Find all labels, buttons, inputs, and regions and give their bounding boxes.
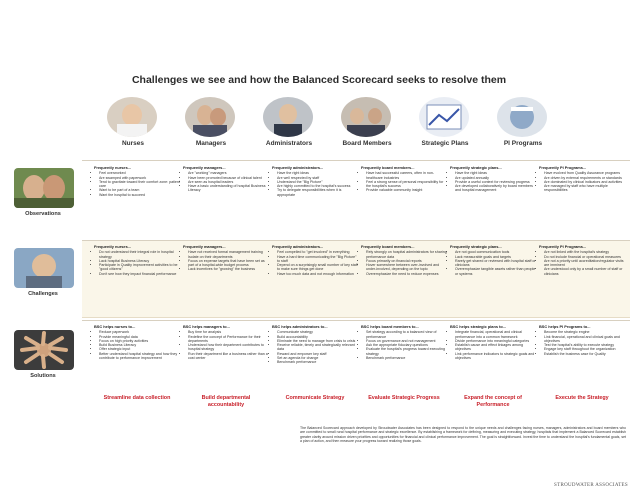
column-heading-administrators: Administrators [265,140,313,147]
list-item: • Divide performance into meaningful categories [455,339,536,343]
cell-heading: BSC helps strategic plans to... [450,324,506,329]
list-item: • Evaluate the hospital's progress toward executing strategy [366,347,447,356]
cell-heading: Frequently board members... [361,165,415,170]
cell-heading: BSC helps board members to... [361,324,419,329]
challenge-cell-managers [183,245,269,272]
list-item: • Establish the business case for Quality [544,352,625,356]
list-item: • Overemphasize the need to reduce expenses [366,272,447,276]
list-item: • Participate in Quality improvement activities to be "good citizens" [99,263,180,272]
list-item: • Have had successful careers, often in non-healthcare industries [366,171,447,180]
list-item: • Isolate on their departments [188,255,269,259]
column-heading-board-members: Board Members [342,140,392,147]
list-item: • Benchmark performance [366,356,447,360]
challenges-photo [14,248,74,288]
list-item: • Provide valuable community insight [366,188,447,192]
cell-heading: Frequently PI Programs... [539,165,587,170]
list-item: • Are swamped with paperwork [99,176,180,180]
observation-cell-managers [183,166,269,193]
cell-heading: Frequently strategic plans... [450,165,502,170]
cell-heading: BSC helps nurses to... [94,324,136,329]
list-item: • Overemphasize tangible assets rather than people or systems [455,267,536,276]
observation-cell-strategic-plans [450,166,536,193]
list-item: • Want to be part of a team [99,188,180,192]
column-heading-pi-programs: PI Programs [503,140,543,147]
list-item: • Understand how their department contributes to hospital strategy [188,343,269,352]
cell-heading: Frequently administrators... [272,244,324,249]
footer-paragraph: The Balanced Scorecard approach developed by Stroudwater Associates has been designed to respond to the unique needs and challenges facing nurses, managers, administrators and board members who are committed to small rural hospital performance and strategic excellence. By establishing a framework for defining, measuring and executing strategy, hospitals that implement a Balanced Scorecard establish greater clarity around mission driven priorities and opportunities for financial and clinical performance improvement. The goal is straightforward. Invest the time to understand the hospital's fundamental goals, set a plan of action, and then measure your progress toward realizing those goals. [300,426,626,444]
list-item: • Have the right ideas [277,171,358,175]
list-item: • Better understand hospital strategy and how they contribute to performance improvement [99,352,180,361]
solution-cell-administrators [272,325,358,365]
list-item: • Rely strongly on hospital administrators for sharing performance data [366,250,447,259]
list-item: • Hover somewhere between over-involved and under-involved, depending on the topic [366,263,447,272]
cell-heading: Frequently administrators... [272,165,324,170]
administrators-photo [263,97,313,137]
cell-heading: BSC helps administrators to... [272,324,328,329]
cell-heading: Frequently managers... [183,165,226,170]
list-item: • Establish cause and effect linkages among objectives [455,343,536,352]
list-item: • Are developed collaboratively by board members and hospital management [455,184,536,193]
list-item: • Are dominated by clinical indicators and activities [544,180,625,184]
row-label-solutions: Solutions [30,373,56,379]
cell-heading: Frequently board members... [361,244,415,249]
cell-heading: Frequently nurses... [94,244,131,249]
list-item: • Engage key staff throughout the organization [544,347,625,351]
list-item: • Feel overworked [99,171,180,175]
list-item: • Redefine the concept of Performance for their departments [188,335,269,344]
list-item: • Are well respected by staff [277,176,358,180]
list-item: • Understand the "Big Picture" [277,180,358,184]
list-item: • Have a basic understanding of hospital Business Literacy [188,184,269,193]
row-label-challenges: Challenges [28,291,58,297]
list-item: • Are managed by staff who have multiple responsibilities [544,184,625,193]
list-item: • Depend on a surprisingly small number of key staff to make sure things get done [277,263,358,272]
list-item: • Lack hospital Business Literacy [99,259,180,263]
list-item: • Lack measurable goals and targets [455,255,536,259]
pi-programs-photo [497,97,547,137]
cell-heading: Frequently nurses... [94,165,131,170]
action-communicate-strategy: Communicate Strategy [285,395,345,401]
column-heading-nurses: Nurses [121,140,145,147]
list-item: • Do not include financial or operational measures [544,255,625,259]
list-item: • Test the hospital's ability to execute strategy [544,343,625,347]
page-title: Challenges we see and how the Balanced Scorecard seeks to resolve them [131,74,507,86]
list-item: • Have too much data and not enough information [277,272,358,276]
list-item: • Provide meaningful data [99,335,180,339]
observations-photo [14,168,74,208]
managers-photo [185,97,235,137]
list-item: • Link performance indicators to strategic goals and objectives [455,352,536,361]
challenge-cell-board-members [361,245,447,276]
list-item: • Link financial, operational and clinical goals and objectives [544,335,625,344]
observation-cell-administrators [272,166,358,197]
solution-cell-nurses [94,325,180,360]
list-item: • Reward and empower key staff [277,352,358,356]
challenge-cell-administrators [272,245,358,276]
list-item: • Eliminate the need to manage from crisis to crisis [277,339,358,343]
list-item: • Focus on governance and not management [366,339,447,343]
list-item: • Are updated annually [455,176,536,180]
cell-heading: BSC helps PI Programs to... [539,324,591,329]
solution-cell-managers [183,325,269,360]
list-item: • Focus on expense targets that have been set as part of a hospital-wide budget process [188,259,269,268]
list-item: • Are not linked with the hospital's strategy [544,250,625,254]
list-item: • Rarely get shared or reviewed with hospital staff or clinicians [455,259,536,268]
list-item: • Are highly committed to the hospital's success [277,184,358,188]
list-item: • Focus primarily on financial reports [366,259,447,263]
observation-cell-board-members [361,166,447,193]
list-item: • Are not good communication tools [455,250,536,254]
list-item: • Run their department like a business rather than a cost center [188,352,269,361]
list-item: • Buy time for analysis [188,330,269,334]
list-item: • Feel compelled to "get involved" in everything [277,250,358,254]
row-label-observations: Observations [25,211,61,217]
action-build-accountability: Build departmental accountability [201,395,251,408]
list-item: • Are seen as hospital leaders [188,180,269,184]
list-item: • Do not understand their integral role in hospital strategy [99,250,180,259]
list-item: • Build Business Literacy [99,343,180,347]
list-item: • Reduce paperwork [99,330,180,334]
list-item: • Become the strategic engine [544,330,625,334]
solutions-photo [14,330,74,370]
board-members-photo [341,97,391,137]
challenge-cell-strategic-plans [450,245,536,276]
list-item: • Integrate financial, operational and clinical performance into a common framework [455,330,536,339]
strategic-plans-photo [419,97,469,137]
solution-cell-pi-programs [539,325,625,356]
list-item: • Are "working" managers [188,171,269,175]
list-item: • Communicate strategy [277,330,358,334]
list-item: • Offer strategic input [99,347,180,351]
list-item: • Lack incentives for "growing" the business [188,267,269,271]
challenge-cell-nurses [94,245,180,276]
list-item: • Set an agenda for change [277,356,358,360]
list-item: • Try to delegate responsibilities when it is appropriate [277,188,358,197]
observation-cell-pi-programs [539,166,625,193]
list-item: • Are driven by external requirements or standards [544,176,625,180]
brand-logo-text: STROUDWATER ASSOCIATES [554,483,628,488]
observation-cell-nurses [94,166,180,197]
action-expand-performance: Expand the concept of Performance [464,395,522,408]
action-evaluate-progress: Evaluate Strategic Progress [368,395,440,401]
column-heading-managers: Managers [195,140,227,147]
list-item: • Are not a priority until accreditation/regulator visits are imminent [544,259,625,268]
list-item: • Receive reliable, timely and strategically relevant data [277,343,358,352]
solution-cell-strategic-plans [450,325,536,360]
nurses-photo [107,97,157,137]
list-item: • Set strategy according to a balanced view of performance [366,330,447,339]
list-item: • Focus on high priority activities [99,339,180,343]
list-item: • Have been promoted because of clinical talent [188,176,269,180]
list-item: • Build accountability [277,335,358,339]
list-item: • Have the right ideas [455,171,536,175]
cell-heading: Frequently strategic plans... [450,244,502,249]
list-item: • Tend to gravitate toward their comfort zone: patient care [99,180,180,189]
list-item: • Have not received formal management training [188,250,269,254]
list-item: • Are understood only by a small number of staff or clinicians [544,267,625,276]
cell-heading: Frequently PI Programs... [539,244,587,249]
action-execute-strategy: Execute the Strategy [555,395,609,401]
challenge-cell-pi-programs [539,245,625,276]
cell-heading: Frequently managers... [183,244,226,249]
list-item: • Ask the appropriate fiduciary questions [366,343,447,347]
list-item: • Benchmark performance [277,360,358,364]
list-item: • Feel a strong sense of personal responsibility for the hospital's success [366,180,447,189]
list-item: • Want the hospital to succeed [99,193,180,197]
cell-heading: BSC helps managers to... [183,324,230,329]
list-item: • Have a hard time communicating the "Big Picture" to staff [277,255,358,264]
solution-cell-board-members [361,325,447,360]
list-item: • Have evolved from Quality Assurance programs [544,171,625,175]
list-item: • Provide a useful context for reviewing progress [455,180,536,184]
column-heading-strategic-plans: Strategic Plans [421,140,469,147]
action-streamline-data: Streamline data collection [103,395,171,401]
list-item: • Don't see how they impact financial performance [99,272,180,276]
